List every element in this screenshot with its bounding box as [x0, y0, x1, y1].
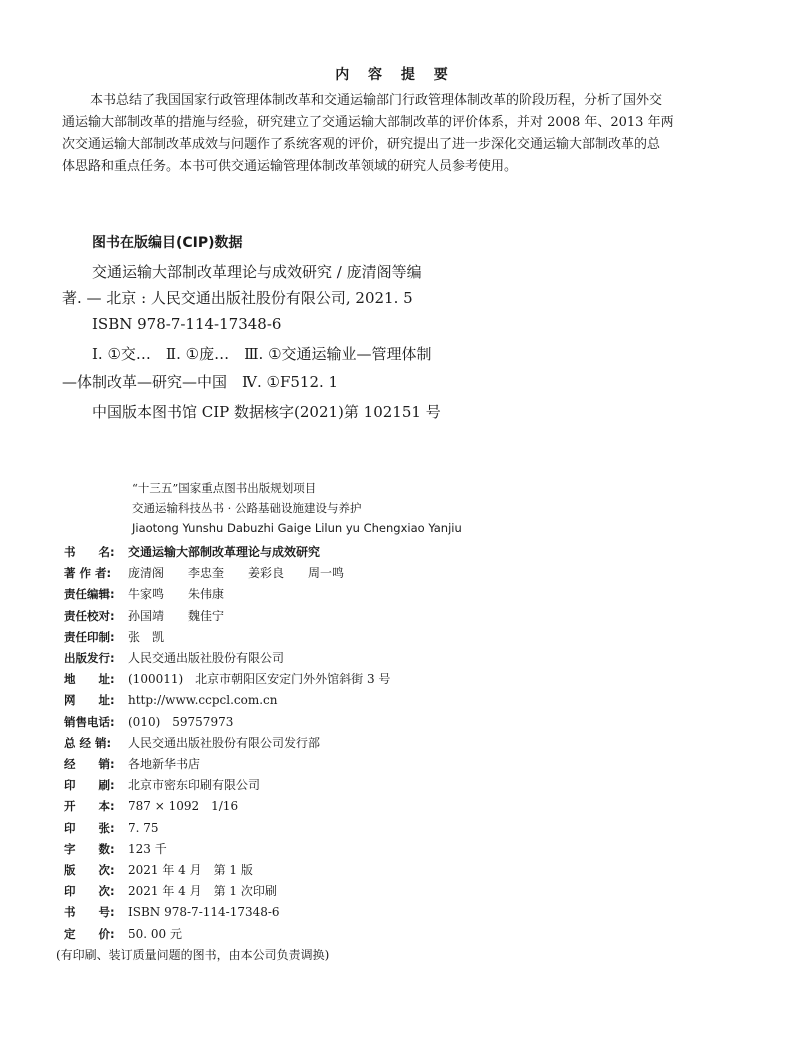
- info-value: ISBN 978-7-114-17348-6: [128, 905, 280, 920]
- info-row: [64, 735, 320, 751]
- info-label: 版 次:: [64, 863, 115, 877]
- info-row: [64, 904, 280, 920]
- info-label: 著 作 者:: [64, 566, 112, 581]
- info-value: 2021 年 4 月 第 1 版: [128, 863, 253, 877]
- info-row: [64, 608, 224, 624]
- info-row: [64, 820, 159, 836]
- info-label: 印 刷:: [64, 778, 115, 793]
- info-value: 7. 75: [128, 820, 159, 835]
- info-value: 牛家鸣 朱伟康: [128, 587, 225, 602]
- info-value: http://www.ccpcl.com.cn: [128, 693, 278, 708]
- cip-subject-line-1: Ⅰ. ①交… Ⅱ. ①庞… Ⅲ. ①交通运输业—管理体制: [92, 345, 432, 363]
- info-value: (100011) 北京市朝阳区安定门外外馆斜街 3 号: [128, 672, 391, 687]
- info-row: [64, 650, 284, 666]
- info-label: 书 名:: [64, 545, 115, 559]
- info-row: [64, 862, 253, 878]
- info-label: 销售电话:: [64, 714, 115, 729]
- info-value: 人民交通出版社股份有限公司发行部: [128, 735, 321, 750]
- info-row: [64, 841, 167, 857]
- info-row: [64, 544, 320, 560]
- info-value: 交通运输大部制改革理论与成效研究: [128, 545, 321, 559]
- info-value: 各地新华书店: [128, 757, 201, 771]
- info-row: [64, 565, 344, 581]
- summary-line-2: 通运输大部制改革的措施与经验，研究建立了交通运输大部制改革的评价体系，并对 2008 年、2013 年两: [62, 115, 674, 130]
- info-label: 总 经 销:: [64, 735, 112, 750]
- info-label: 开 本:: [64, 799, 115, 814]
- info-value: 人民交通出版社股份有限公司: [128, 651, 285, 665]
- info-value: (010) 59757973: [128, 714, 234, 729]
- info-label: 责任印制:: [64, 629, 115, 644]
- project-line-2: 交通运输科技丛书 · 公路基础设施建设与养护: [132, 501, 362, 515]
- info-value: 北京市密东印刷有限公司: [128, 778, 261, 793]
- info-value: 张 凯: [128, 629, 165, 644]
- info-label: 责任校对:: [64, 608, 115, 623]
- info-value: 50. 00 元: [128, 926, 182, 941]
- info-label: 印 次:: [64, 884, 115, 899]
- info-value: 123 千: [128, 841, 167, 856]
- info-label: 书 号:: [64, 905, 115, 920]
- info-row: [64, 926, 182, 942]
- project-line-3: Jiaotong Yunshu Dabuzhi Gaige Lilun yu Chengxiao Yanjiu: [132, 521, 462, 535]
- info-value: 787 × 1092 1/16: [128, 799, 239, 814]
- info-row: [64, 692, 277, 708]
- info-row: [64, 586, 224, 602]
- cip-isbn-line: ISBN 978-7-114-17348-6: [92, 315, 282, 333]
- info-row: [64, 671, 390, 687]
- info-label: 经 销:: [64, 757, 115, 771]
- info-label: 定 价:: [64, 926, 115, 941]
- cip-subject-line-2: —体制改革—研究—中国 Ⅳ. ①F512. 1: [62, 373, 339, 391]
- info-row: [64, 798, 238, 814]
- info-value: 孙国靖 魏佳宁: [128, 608, 225, 623]
- summary-line-1: 本书总结了我国国家行政管理体制改革和交通运输部门行政管理体制改革的阶段历程，分析了国外交: [90, 93, 663, 108]
- info-label: 出版发行:: [64, 651, 115, 665]
- cip-title-line: 交通运输大部制改革理论与成效研究 / 庞清阁等编: [92, 263, 422, 281]
- info-label: 地 址:: [64, 672, 115, 687]
- project-line-1: “十三五”国家重点图书出版规划项目: [132, 481, 317, 495]
- info-row: [64, 756, 200, 772]
- info-row: [64, 629, 164, 645]
- info-row: [64, 883, 277, 899]
- summary-line-3: 次交通运输大部制改革成效与问题作了系统客观的评价，研究提出了进一步深化交通运输大部制改革的总: [62, 137, 661, 152]
- summary-heading: 内 容 提 要: [335, 67, 455, 83]
- cip-record-number: 中国版本图书馆 CIP 数据核字(2021)第 102151 号: [92, 403, 441, 421]
- info-label: 字 数:: [64, 841, 115, 856]
- info-value: 庞清阁 李忠奎 姜彩良 周一鸣: [128, 566, 345, 581]
- info-label: 责任编辑:: [64, 587, 115, 602]
- footnote: (有印刷、装订质量问题的图书，由本公司负责调换): [56, 948, 330, 962]
- info-label: 网 址:: [64, 693, 115, 708]
- info-label: 印 张:: [64, 820, 115, 835]
- summary-line-4: 体思路和重点任务。本书可供交通运输管理体制改革领域的研究人员参考使用。: [62, 159, 518, 174]
- info-row: [64, 714, 233, 730]
- info-row: [64, 777, 260, 793]
- info-value: 2021 年 4 月 第 1 次印刷: [128, 884, 277, 899]
- cip-publisher-line: 著. — 北京 : 人民交通出版社股份有限公司, 2021. 5: [62, 289, 413, 307]
- cip-heading: 图书在版编目(CIP)数据: [92, 235, 243, 251]
